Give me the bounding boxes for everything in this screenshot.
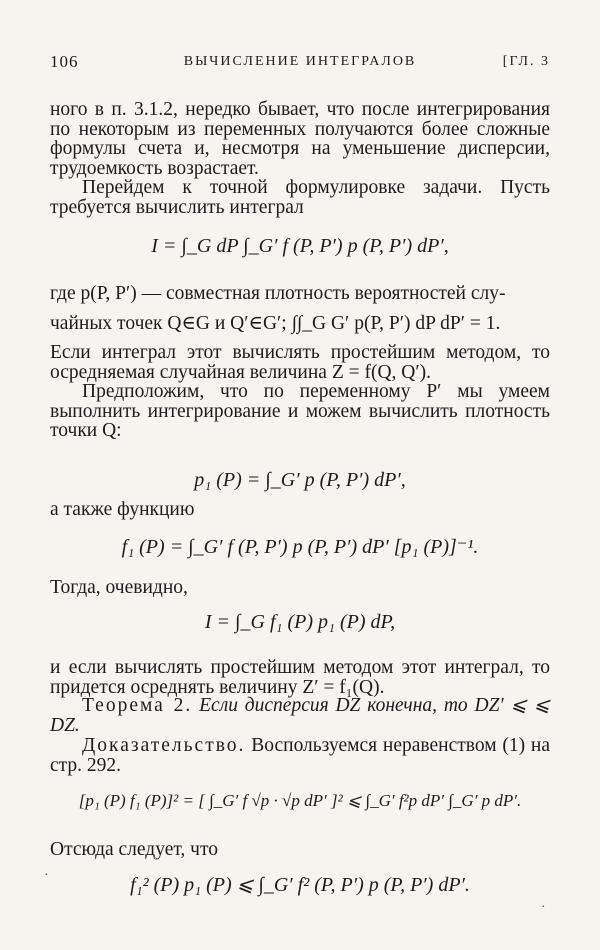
paragraph-3-line-1: где p(P, P′) — совместная плотность вероятностей слу- — [50, 283, 506, 304]
proof-text: Воспользуемся неравенством (1) на стр. 292. — [50, 735, 550, 776]
formula-2: p₁ (P) = ∫_G′ p (P, P′) dP′, — [194, 469, 406, 491]
theorem-2 — [50, 696, 550, 735]
chapter-label: [ГЛ. 3 — [502, 54, 550, 69]
page-number: 106 — [50, 52, 79, 71]
formula-6: f₁² (P) p₁ (P) ⩽ ∫_G′ f² (P, P′) p (P, P′) dP′. — [130, 874, 470, 896]
theorem-label: Теорема 2. — [82, 695, 193, 716]
paragraph-2: Перейдем к точной формулировке задачи. Пусть требуется вычислить интеграл — [50, 177, 550, 218]
paragraph-6: Тогда, очевидно, — [50, 577, 188, 598]
print-speck: · — [44, 868, 49, 883]
paragraph-4: Предположим, что по переменному P′ мы умеем выполнить интегрирование и можем вычислить плотность точки Q: — [50, 381, 550, 441]
formula-4: I = ∫_G f₁ (P) p₁ (P) dP, — [204, 611, 396, 633]
paragraph-3-rest: Если интеграл этот вычислять простейшим методом, то осредняемая случайная величина Z = f(Q, Q′). — [50, 342, 550, 383]
running-title: ВЫЧИСЛЕНИЕ ИНТЕГРАЛОВ — [183, 54, 417, 69]
formula-5: [p₁ (P) f₁ (P)]² = [ ∫_G′ f √p · √p dP′ ]² ⩽ ∫_G′ f²p dP′ ∫_G′ p dP′. — [78, 791, 522, 810]
paragraph-8: Отсюда следует, что — [50, 839, 219, 860]
paragraph-1: ного в п. 3.1.2, нередко бывает, что после интегрирования по некоторым из переменных получаются более сложные формулы счета и, несмотря на уменьшение дисперсии, трудоемкость возрастает. — [50, 99, 550, 179]
formula-1: I = ∫_G dP ∫_G′ f (P, P′) p (P, P′) dP′, — [151, 235, 449, 257]
proof — [50, 736, 550, 775]
proof-label: Доказательство. — [82, 735, 246, 756]
paragraph-7: и если вычислять простейшим методом этот интеграл, то придется осреднять величину Z′ = f₁(Q). — [50, 657, 550, 698]
paragraph-5: а также функцию — [50, 499, 195, 520]
theorem-text: Если дисперсия DZ конечна, то DZ′ ⩽ ⩽ DZ. — [50, 695, 551, 736]
paragraph-3-line-2: чайных точек Q∈G и Q′∈G′; ∫∫_G G′ p(P, P′) dP dP′ = 1. — [50, 313, 501, 334]
formula-3: f₁ (P) = ∫_G′ f (P, P′) p (P, P′) dP′ [p₁ (P)]⁻¹. — [121, 536, 479, 558]
print-speck: · — [541, 900, 546, 915]
